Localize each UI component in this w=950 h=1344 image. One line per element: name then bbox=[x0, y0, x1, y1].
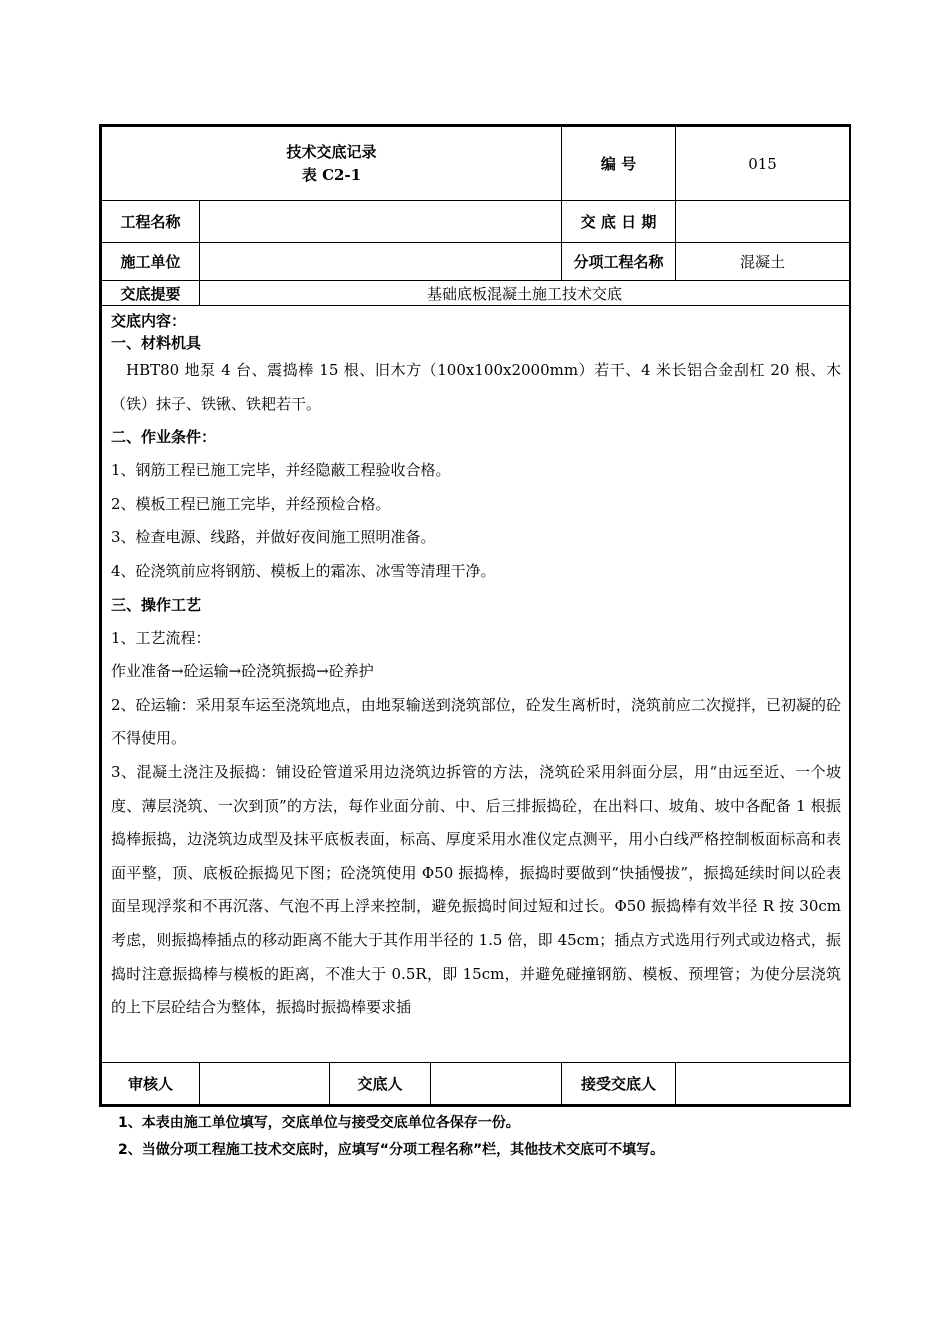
form-notes bbox=[118, 1110, 858, 1164]
process-flow: 作业准备→砼运输→砼浇筑振捣→砼养护 bbox=[111, 662, 374, 681]
subproject-label: 分项工程名称 bbox=[562, 243, 676, 281]
form-code: 表 C2-1 bbox=[301, 165, 362, 184]
presenter-value[interactable] bbox=[431, 1063, 562, 1105]
briefing-content bbox=[102, 306, 850, 1063]
presenter-label: 交底人 bbox=[330, 1063, 431, 1105]
number-label: 编 号 bbox=[562, 127, 676, 201]
form-title bbox=[102, 127, 562, 201]
process-pouring: 3、混凝土浇注及振捣：铺设砼管道采用边浇筑边拆管的方法，浇筑砼采用斜面分层，用“由远至近、一个坡度、薄层浇筑、一次到顶”的方法，每作业面分前、中、后三排振捣砼，在出料口、坡角、坡中各配备 1 根振捣棒振捣，边浇筑边成型及抹平底板表面，标高、厚度采用水准仪定点测平，用小白线严格控制板面标高和表面平整，顶、底板砼振捣见下图；砼浇筑使用 Φ50 振捣棒，振捣时要做到“快插慢拔”，振捣延续时间以砼表面呈现浮浆和不再沉落、气泡不再上浮来控制，避免振捣时间过短和过长。Φ50 振捣棒有效半径 R 按 30cm 考虑，则振捣棒插点的移动距离不能大于其作用半径的 1.5 倍，即 45cm；插点方式选用行列式或边格式，振捣时注意振捣棒与模板的距离，不准大于 0.5R，即 15cm，并避免碰撞钢筋、模板、预埋管；为使分层浇筑的上下层砼结合为整体，振捣时振捣棒要求插 bbox=[111, 762, 842, 1017]
contractor-label: 施工单位 bbox=[102, 243, 200, 281]
summary-label: 交底提要 bbox=[102, 281, 200, 306]
section-materials-text: HBT80 地泵 4 台、震捣棒 15 根、旧木方（100x100x2000mm）若干、4 米长铝合金刮杠 20 根、木（铁）抹子、铁锹、铁耙若干。 bbox=[111, 361, 842, 413]
section-materials-title: 一、材料机具 bbox=[111, 334, 202, 352]
contractor-value[interactable] bbox=[200, 243, 562, 281]
form-table bbox=[101, 126, 850, 1105]
condition-item: 2、模板工程已施工完毕，并经预检合格。 bbox=[111, 494, 391, 513]
subproject-value[interactable]: 混凝土 bbox=[676, 243, 850, 281]
process-transport: 2、砼运输：采用泵车运至浇筑地点，由地泵输送到浇筑部位，砼发生离析时，浇筑前应二次搅拌，已初凝的砼不得使用。 bbox=[111, 695, 842, 748]
section-process-title: 三、操作工艺 bbox=[111, 595, 202, 614]
reviewer-label: 审核人 bbox=[102, 1063, 200, 1105]
process-flow-label: 1、工艺流程： bbox=[111, 628, 211, 647]
receiver-value[interactable] bbox=[676, 1063, 850, 1105]
reviewer-value[interactable] bbox=[200, 1063, 330, 1105]
form-title-text: 技术交底记录 bbox=[286, 142, 377, 161]
date-label: 交 底 日 期 bbox=[562, 201, 676, 243]
condition-item: 1、钢筋工程已施工完毕，并经隐蔽工程验收合格。 bbox=[111, 461, 451, 480]
technical-briefing-form bbox=[99, 124, 851, 1107]
content-heading: 交底内容： bbox=[111, 312, 187, 330]
date-value[interactable] bbox=[676, 201, 850, 243]
project-name-value[interactable] bbox=[200, 201, 562, 243]
condition-item: 4、砼浇筑前应将钢筋、模板上的霜冻、冰雪等清理干净。 bbox=[111, 561, 496, 580]
condition-item: 3、检查电源、线路，并做好夜间施工照明准备。 bbox=[111, 528, 436, 547]
summary-value[interactable]: 基础底板混凝土施工技术交底 bbox=[200, 281, 850, 306]
section-conditions-title: 二、作业条件： bbox=[111, 428, 217, 447]
number-value[interactable]: 015 bbox=[676, 127, 850, 201]
note-item: 2、当做分项工程施工技术交底时，应填写“分项工程名称”栏，其他技术交底可不填写。 bbox=[118, 1142, 665, 1158]
project-name-label: 工程名称 bbox=[102, 201, 200, 243]
note-item: 1、本表由施工单位填写，交底单位与接受交底单位各保存一份。 bbox=[118, 1115, 520, 1131]
receiver-label: 接受交底人 bbox=[562, 1063, 676, 1105]
